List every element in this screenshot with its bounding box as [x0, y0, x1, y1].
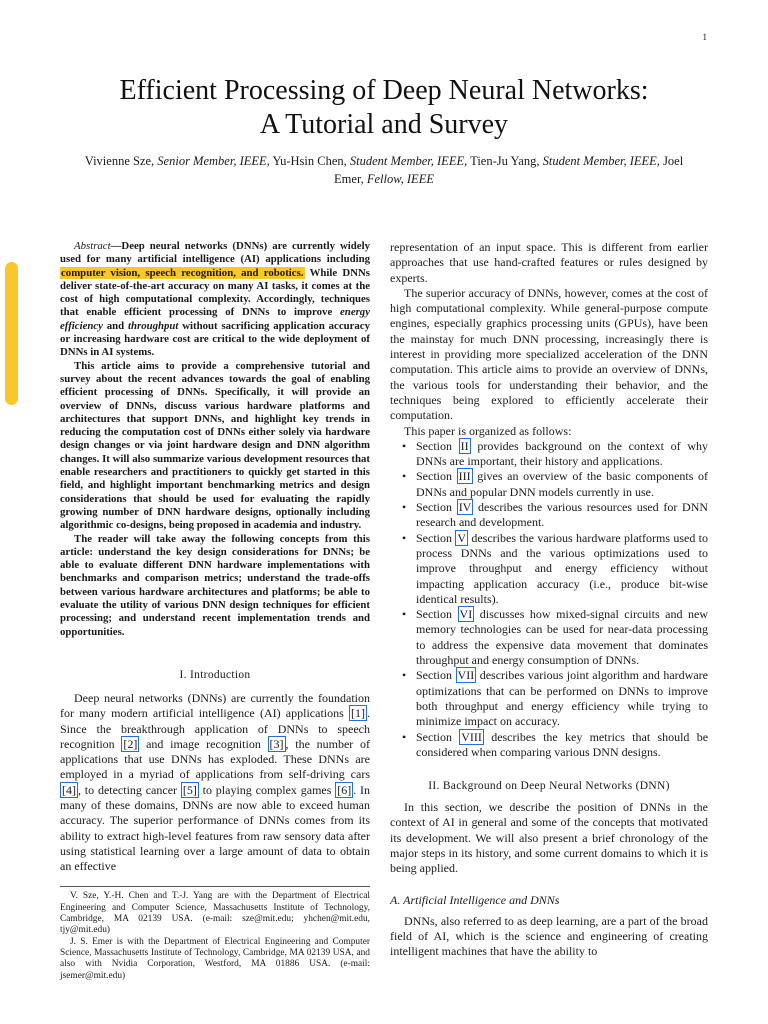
highlighted-text[interactable]: computer vision, speech recognition, and robotics. — [61, 266, 304, 279]
citation-link[interactable]: [4] — [62, 782, 76, 797]
body-text: and image recognition — [146, 736, 261, 751]
outline-text: gives an overview of the basic components of DNNs and popular DNN models currently in use. — [416, 469, 709, 499]
paragraph: This paper is organized as follows: — [404, 423, 572, 438]
citation-link[interactable]: [5] — [182, 782, 197, 797]
citation-link[interactable]: [3] — [269, 736, 284, 751]
abstract-text: and — [106, 319, 125, 332]
outline-text: Section — [416, 500, 452, 515]
section-heading-introduction: I. Introduction — [179, 668, 251, 681]
body-text: , to detecting cancer — [78, 782, 178, 797]
page-number: 1 — [702, 32, 707, 42]
abstract-label: Abstract — [74, 240, 111, 252]
title-line-2: A Tutorial and Survey — [259, 109, 509, 140]
section-link[interactable]: V — [457, 530, 467, 545]
introduction-paragraph — [60, 691, 370, 875]
outline-item — [402, 469, 708, 500]
outline-text: describes the various resources used for DNN research and development. — [416, 500, 709, 530]
author-role: Student Member, IEEE, — [542, 154, 660, 168]
paragraph: The superior accuracy of DNNs, however, comes at the cost of high computational complexity. While general-purpose compute engines, especially graphics processing units (GPUs), have been the mainstay for much DNN processing, increasingly there is interest in providing more specialized acceleration of the DNN computation. This article aims to provide an overview of DNNs, the various tools for understanding their behavior, and the techniques being explored to efficiently accelerate their computation. — [390, 285, 708, 423]
abstract — [60, 240, 370, 639]
outline-text: Section — [416, 607, 452, 622]
outline-text: describes the key metrics that should be considered when comparing various DNN designs. — [416, 729, 709, 759]
citation-link[interactable]: [2] — [123, 736, 138, 751]
author-role: Student Member, IEEE, — [349, 154, 468, 168]
paragraph: In this section, we describe the position of DNNs in the context of AI in general and some of the concepts that motivated its development. We will also present a brief chronology of the major steps in its history, and some current domains to which it is being applied. — [390, 800, 708, 876]
section-heading-background: II. Background on Deep Neural Networks (DNN) — [428, 780, 670, 793]
paragraph: DNNs, also referred to as deep learning, are a part of the broad field of AI, which is the science and engineering of creating intelligent machines that have the ability to — [390, 913, 708, 959]
outline-text: describes various joint algorithm and hardware optimizations that can be performed on DNNs to improve both throughput and energy efficiency while trying to minimize impact on accuracy. — [416, 668, 708, 729]
outline-text: Section — [416, 668, 452, 683]
footnotes — [60, 886, 370, 981]
footnote: J. S. Emer is with the Department of Electrical Engineering and Computer Science, Massachusetts Institute of Technology, Cambridge, MA 02139 USA, and also with Nvidia Corporation, Westford, MA 01886 USA. (e-mail: jsemer@mit.edu) — [60, 936, 370, 981]
outline-item — [402, 439, 708, 470]
author-role: Senior Member, IEEE, — [157, 154, 270, 168]
outline-item — [402, 500, 708, 531]
section-outline-list — [390, 439, 708, 760]
author-list — [80, 152, 688, 188]
outline-item — [402, 730, 708, 761]
outline-text: discusses how mixed-signal circuits and new memory technologies can be used for near-data processing to address the expensive data movement that dominates throughput and energy consumption of DNNs. — [416, 607, 709, 668]
outline-text: Section — [416, 530, 452, 545]
section-link[interactable]: VIII — [461, 729, 482, 744]
outline-item — [402, 531, 708, 607]
citation-link[interactable]: [1] — [351, 706, 366, 721]
outline-text: Section — [416, 729, 452, 744]
section-link[interactable]: IV — [458, 500, 472, 515]
abstract-paragraph-2: This article aims to provide a comprehensive tutorial and survey about the recent advances towards the goal of enabling efficient processing of DNNs. Specifically, it will provide an overview of DNNs, discuss various hardware platforms and architectures that support DNNs, and highlight key trends in reducing the computation cost of DNNs either solely via hardware design changes or via joint hardware design and DNN algorithm changes. It will also summarize various development resources that enable researchers and practitioners to quickly get started in this field, and highlight important benchmarking metrics and design considerations that should be used for evaluating the rapidly growing number of DNN hardware designs, optionally including algorithmic co-designs, being proposed in academia and industry. — [60, 359, 370, 532]
body-text: Deep neural networks (DNNs) are currently the foundation for many modern artificial intelligence (AI) applications — [60, 690, 370, 721]
section-link[interactable]: II — [460, 438, 469, 453]
outline-item — [402, 668, 708, 729]
right-body — [390, 240, 708, 760]
abstract-emphasis: energy efficiency — [60, 306, 370, 332]
abstract-text: without sacrificing application accuracy or increasing hardware cost are critical to the wide deployment of DNNs in AI systems. — [60, 319, 371, 359]
body-text: , the number of applications that use DNNs has exploded. These DNNs are employed in a myriad of applications from self-driving cars — [60, 736, 371, 782]
paragraph: representation of an input space. This is different from earlier approaches that use hand-crafted features or rules designed by experts. — [390, 240, 708, 285]
left-column — [60, 240, 370, 982]
outline-text: Section — [416, 469, 452, 484]
subsection-body — [390, 914, 708, 960]
abstract-paragraph-3: The reader will take away the following concepts from this article: understand the key design considerations for DNNs; be able to evaluate different DNN hardware implementations with benchmarks and comparison metrics; understand the trade-offs between various hardware architectures and platforms; be able to evaluate the utility of various DNN design techniques for efficient processing; and understand recent implementation trends and opportunities. — [60, 532, 370, 638]
outline-text: Section — [416, 438, 452, 453]
author-role: Fellow, IEEE — [366, 172, 434, 186]
author-name: Vivienne Sze, — [84, 154, 155, 168]
author-name: Yu-Hsin Chen, — [272, 154, 347, 168]
author-name: Tien-Ju Yang, — [470, 154, 540, 168]
outline-text: provides background on the context of why DNNs are important, their history and applications. — [416, 438, 708, 469]
abstract-emphasis: throughput — [128, 319, 179, 332]
introduction-body — [60, 691, 370, 875]
section-link[interactable]: VI — [459, 607, 473, 622]
body-text: to playing complex games — [202, 782, 332, 797]
section-link[interactable]: III — [458, 469, 471, 484]
subsection-heading: A. Artificial Intelligence and DNNs — [390, 892, 560, 907]
abstract-text: —Deep neural networks (DNNs) are currently widely used for many artificial intelligence (AI) applications including — [60, 240, 370, 266]
section-link[interactable]: VII — [457, 668, 475, 683]
outline-text: describes the various hardware platforms used to process DNNs and the various optimizations used to improve throughput and energy efficiency without impacting application accuracy (i.e., produce bit-wise identical results). — [416, 530, 709, 606]
body-text: . In many of these domains, DNNs are now able to exceed human accuracy. The superior performance of DNNs comes from its ability to extract high-level features from raw sensory data after using statistical learning over a large amount of data to obtain an effective — [60, 782, 371, 874]
abstract-paragraph-1 — [60, 240, 370, 360]
right-column — [390, 240, 708, 959]
abstract-text: While DNNs deliver state-of-the-art accuracy on many AI tasks, it comes at the cost of high computational complexity. Accordingly, techniques that enable efficient processing of DNNs to improve — [60, 266, 370, 319]
background-body — [390, 800, 708, 876]
citation-link[interactable]: [6] — [337, 782, 352, 797]
footnote: V. Sze, Y.-H. Chen and T.-J. Yang are with the Department of Electrical Engineering and Computer Science, Massachusetts Institute of Technology, Cambridge, MA 02139 USA. (e-mail: sze@mit.edu; yhchen@mit.edu, tjy@mit.edu) — [60, 891, 370, 936]
author-name: Joel Emer, — [334, 154, 684, 186]
title-line-1: Efficient Processing of Deep Neural Networks: — [119, 75, 649, 106]
body-text: . Since the breakthrough application of DNNs to speech recognition — [60, 706, 371, 751]
paper-title — [0, 74, 768, 142]
highlight-margin-marker — [5, 262, 18, 405]
outline-item — [402, 607, 708, 668]
